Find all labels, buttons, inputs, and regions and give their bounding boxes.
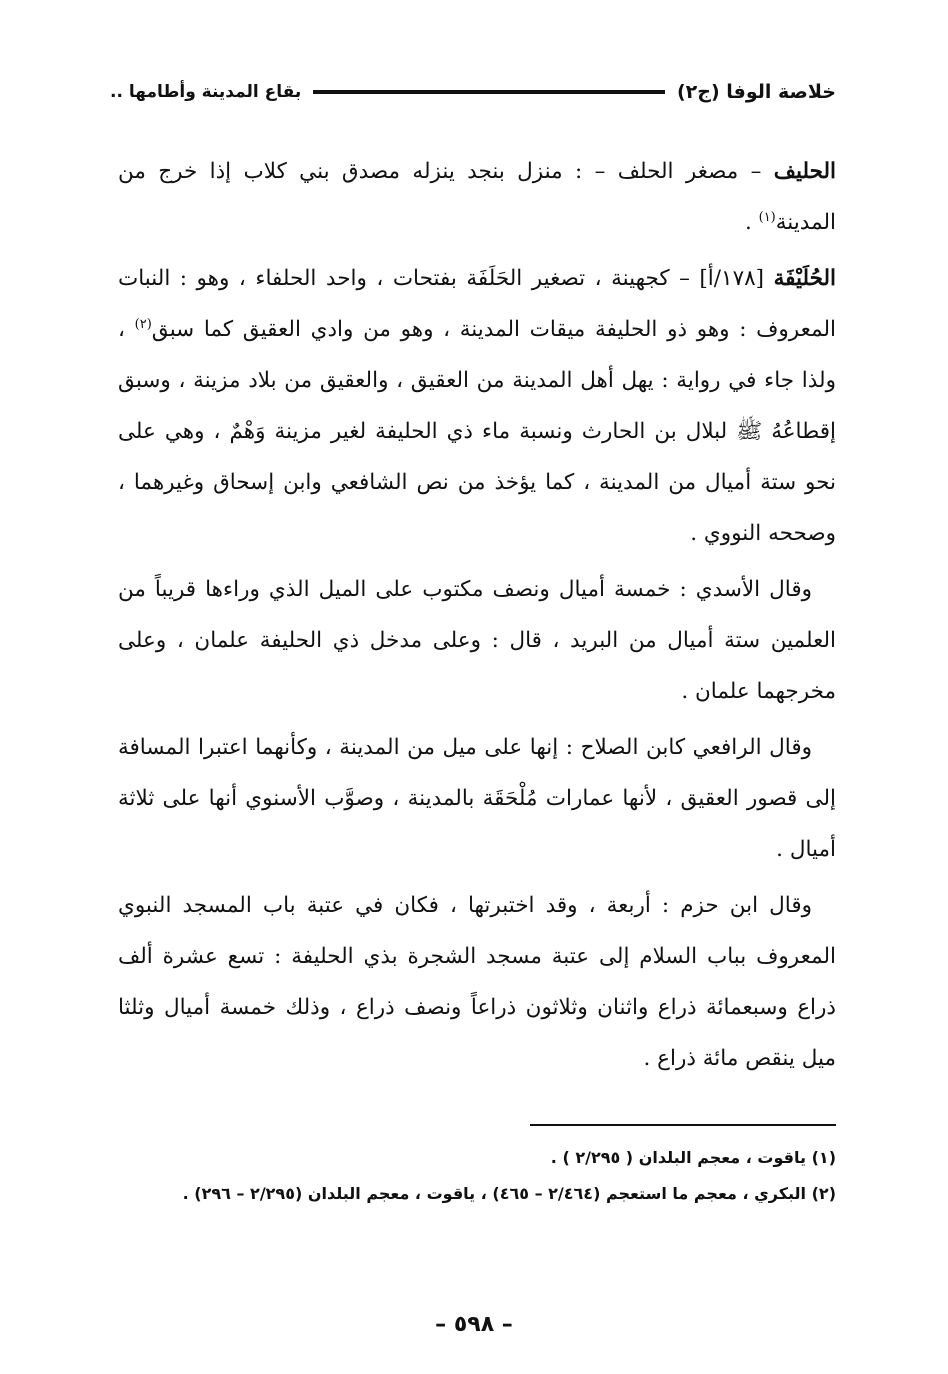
footnote-marker: (١) — [758, 209, 776, 225]
book-title: خلاصة الوفا (ج٢) — [676, 81, 836, 103]
main-text — [118, 146, 836, 1089]
paragraph-tail: ، ولذا جاء في رواية : يهل أهل المدينة من العقيق ، والعقيق من بلاد مزينة ، وسبق إقطاعُهُ ﷺ لبلال بن الحارث ونسبة ماء ذي الحليفة لغير مزينة وَهْمٌ ، وهي على نحو ستة أميال من المدينة ، كما يؤخذ من نص الشافعي وابن إسحاق وغيرهما ، وصححه النووي . — [118, 317, 836, 546]
paragraph-al-asadi — [118, 564, 836, 717]
footnotes — [118, 1140, 836, 1212]
footnote-marker: (٢) — [134, 316, 152, 332]
paragraph-text: – مصغر الحلف – : منزل بنجد ينزله مصدق بني كلاب إذا خرج من المدينة — [118, 159, 836, 235]
paragraph-al-rafii — [118, 722, 836, 875]
paragraph-text: [١٧٨/أ] – كجهينة ، تصغير الحَلَفَة بفتحات ، واحد الحلفاء ، وهو : النبات المعروف : وهو ذو الحليفة ميقات المدينة ، وهو من وادي العقيق كما سبق — [118, 266, 836, 342]
paragraph-text: وقال ابن حزم : أربعة ، وقد اختبرتها ، فكان في عتبة باب المسجد النبوي المعروف بباب السلام إلى عتبة مسجد الشجرة بذي الحليفة : تسع عشرة ألف ذراع وسبعمائة ذراع واثنان وثلاثون ذراعاً ونصف ذراع ، وذلك خمسة أميال وثلثا ميل ينقص مائة ذراع . — [118, 893, 836, 1071]
running-header — [110, 72, 836, 112]
paragraph-text: وقال الرافعي كابن الصلاح : إنها على ميل من المدينة ، وكأنهما اعتبرا المسافة إلى قصور العقيق ، لأنها عمارات مُلْحَقَة بالمدينة ، وصوَّب الأسنوي أنها على ثلاثة أميال . — [118, 735, 836, 862]
footnote-separator — [530, 1124, 836, 1126]
header-rule — [313, 90, 665, 94]
headword: الحليف — [773, 159, 836, 184]
paragraph-al-hulayfa — [118, 253, 836, 559]
paragraph-text: وقال الأسدي : خمسة أميال ونصف مكتوب على الميل الذي وراءها قريباً من العلمين ستة أميال من البريد ، قال : وعلى مدخل ذي الحليفة علمان ، وعلى مخرجهما علمان . — [118, 577, 836, 704]
paragraph-tail: . — [744, 210, 759, 235]
paragraph-al-hulayf — [118, 146, 836, 248]
headword: الحُلَيْفَة — [773, 266, 836, 291]
footnote-2: (٢) البكري ، معجم ما استعجم (٢/٤٦٤ – ٤٦٥) ، ياقوت ، معجم البلدان (٢/٢٩٥ – ٢٩٦) . — [182, 1184, 836, 1203]
chapter-title: بقاع المدينة وأطامها .. — [110, 82, 302, 102]
page-number: – ٥٩٨ – — [435, 1312, 513, 1337]
paragraph-ibn-hazm — [118, 880, 836, 1084]
footnote-1: (١) ياقوت ، معجم البلدان ( ٢/٢٩٥ ) . — [550, 1148, 836, 1167]
